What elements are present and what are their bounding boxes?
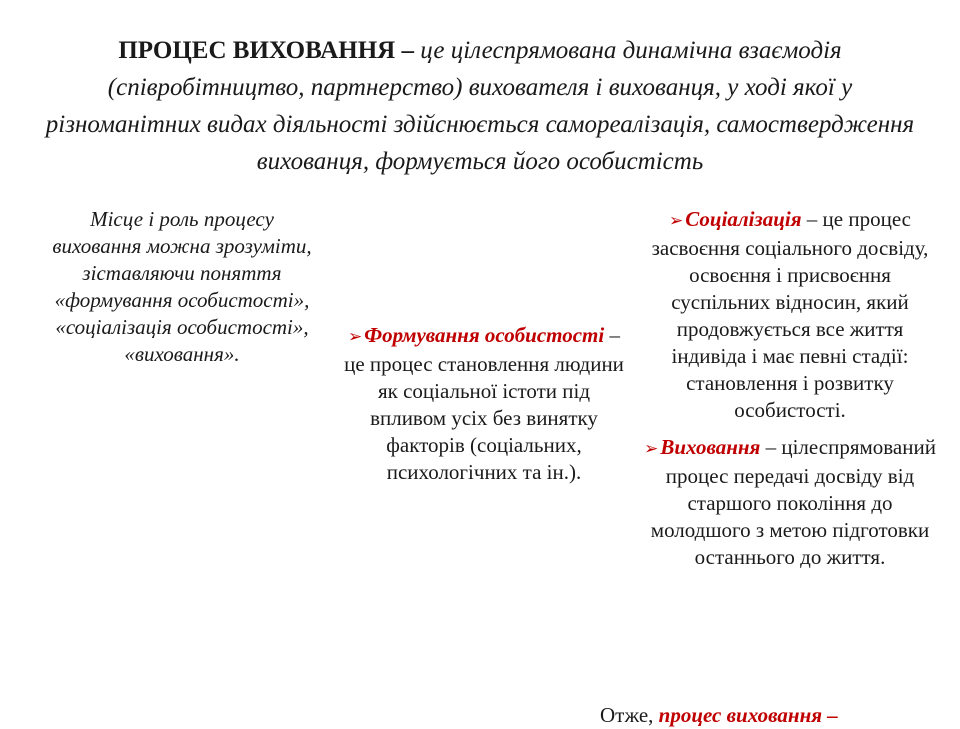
footer-term: процес виховання – xyxy=(658,703,838,727)
right-item-definition: – цілеспрямований процес передачі досвіду від старшого покоління до молодшого з метою підготовки останнього до життя. xyxy=(650,435,936,569)
right-item-socialization xyxy=(640,206,940,424)
middle-definition-text: – це процес становлення людини як соціальної істоти під впливом усіх без винятку факторів (соціальних, психологічних та ін.). xyxy=(344,323,624,484)
arrow-bullet-icon: ➢ xyxy=(668,211,684,231)
slide-heading xyxy=(40,32,920,180)
footer-conclusion xyxy=(600,702,960,729)
heading-definition: це цілеспрямована динамічна взаємодія (співробітництво, партнерство) вихователя і вихованця, у ході якої у різноманітних видах діяльності здійснюється самореалізація, самоствердження вихованця, формується його особистість xyxy=(45,37,915,175)
right-item-term: Соціалізація xyxy=(685,207,802,231)
right-item-upbringing xyxy=(640,434,940,571)
heading-dash: – xyxy=(401,37,414,64)
left-column-text: Місце і роль процесу виховання можна зрозуміти, зіставляючи поняття «формування особистості», «соціалізація особистості», «виховання». xyxy=(52,207,312,366)
middle-term: Формування особистості xyxy=(364,323,605,347)
footer-lead: Отже, xyxy=(600,703,659,727)
right-item-term: Виховання xyxy=(660,435,761,459)
right-column xyxy=(640,206,940,571)
middle-column xyxy=(338,322,630,486)
left-column xyxy=(48,206,316,368)
middle-definition xyxy=(338,322,630,486)
arrow-bullet-icon: ➢ xyxy=(348,327,363,347)
arrow-bullet-icon: ➢ xyxy=(644,439,659,459)
heading-term: ПРОЦЕС ВИХОВАННЯ xyxy=(118,37,396,64)
right-item-definition: – це процес засвоєння соціального досвіду, освоєння і присвоєння суспільних відносин, який продовжується все життя індивіда і має певні стадії: становлення і розвитку особистості. xyxy=(651,207,929,422)
